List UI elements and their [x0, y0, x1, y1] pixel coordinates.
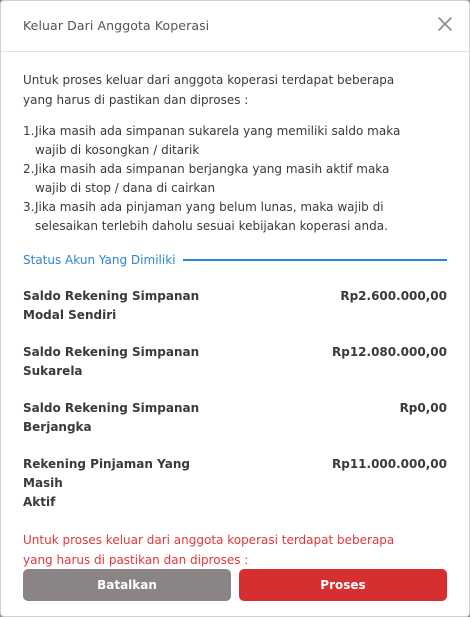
modal-body: [1, 52, 469, 570]
account-label: Saldo Rekening Simpanan Sukarela: [23, 345, 200, 378]
account-value: Rp0,00: [399, 401, 447, 415]
status-section-header: [23, 253, 447, 267]
intro-text: Untuk proses keluar dari anggota koperasi terdapat beberapa yang harus di pastikan dan diproses :: [23, 73, 395, 107]
step-text: Jika masih ada pinjaman yang belum lunas, maka wajib di selesaikan terlebih daholu sesuai kebijakan koperasi anda.: [35, 200, 388, 233]
warning-text: Untuk proses keluar dari anggota koperasi terdapat beberapa yang harus di pastikan dan diproses :: [23, 533, 395, 567]
modal-header: [1, 1, 469, 52]
account-row: [23, 399, 447, 437]
modal-title: Keluar Dari Anggota Koperasi: [23, 18, 210, 33]
step-number: 1.: [23, 124, 35, 138]
account-value: Rp11.000.000,00: [331, 457, 447, 471]
list-item: [23, 160, 447, 198]
cancel-button[interactable]: Batalkan: [23, 569, 231, 601]
account-label: Saldo Rekening Simpanan Modal Sendiri: [23, 289, 200, 322]
step-number: 3.: [23, 200, 35, 214]
account-value: Rp12.080.000,00: [331, 345, 447, 359]
list-item: [23, 198, 447, 236]
section-title: Status Akun Yang Dimiliki: [23, 253, 176, 267]
list-item: [23, 122, 447, 160]
account-row: [23, 455, 447, 512]
process-button[interactable]: Proses: [239, 569, 447, 601]
account-value: Rp2.600.000,00: [340, 289, 447, 303]
step-number: 2.: [23, 162, 35, 176]
close-icon[interactable]: [435, 14, 455, 34]
account-label: Rekening Pinjaman Yang Masih Aktif: [23, 457, 190, 509]
steps-list: [23, 122, 447, 236]
account-row: [23, 287, 447, 325]
step-text: Jika masih ada simpanan berjangka yang masih aktif maka wajib di stop / dana di cairkan: [35, 162, 390, 195]
account-row: [23, 343, 447, 381]
modal-actions: [23, 569, 447, 601]
section-divider: [183, 259, 447, 261]
account-label: Saldo Rekening Simpanan Berjangka: [23, 401, 200, 434]
account-status-list: [23, 287, 447, 512]
step-text: Jika masih ada simpanan sukarela yang memiliki saldo maka wajib di kosongkan / ditarik: [35, 124, 401, 157]
